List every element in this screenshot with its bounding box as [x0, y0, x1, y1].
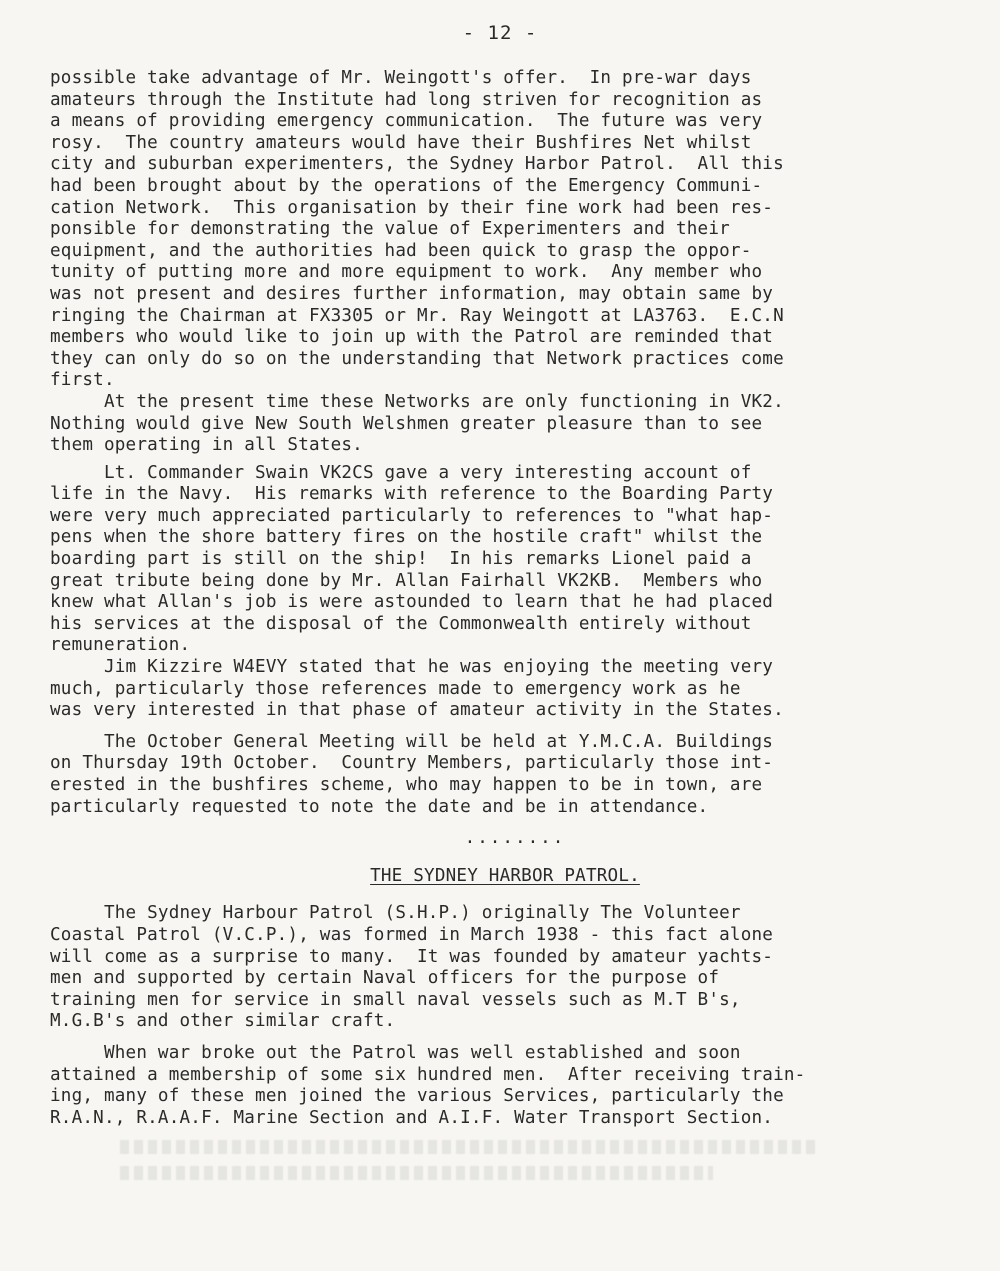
section-separator: ........	[464, 828, 566, 849]
text-line: Nothing would give New South Welshmen greater pleasure than to see	[50, 413, 763, 434]
text-line: R.A.N., R.A.A.F. Marine Section and A.I.F. Water Transport Section.	[50, 1107, 774, 1128]
text-line: particularly requested to note the date and be in attendance.	[50, 796, 709, 817]
text-line: knew what Allan's job is were astounded to learn that he had placed	[50, 592, 774, 613]
text-line: The October General Meeting will be held at Y.M.C.A. Buildings	[50, 731, 774, 752]
text-line: men and supported by certain Naval officers for the purpose of	[50, 968, 720, 989]
text-line: possible take advantage of Mr. Weingott's offer. In pre-war days	[50, 68, 752, 88]
text-line: pens when the shore battery fires on the hostile craft" whilst the	[50, 527, 763, 548]
text-line: rosy. The country amateurs would have their Bushfires Net whilst	[50, 132, 752, 153]
text-line: his services at the disposal of the Commonwealth entirely without	[50, 613, 752, 634]
text-line: At the present time these Networks are only functioning in VK2.	[50, 391, 784, 412]
text-line: much, particularly those references made to emergency work as he	[50, 678, 741, 699]
text-line: Jim Kizzire W4EVY stated that he was enjoying the meeting very	[50, 657, 774, 678]
text-line: ponsible for demonstrating the value of Experimenters and their	[50, 219, 730, 240]
text-line: first.	[50, 370, 115, 391]
paragraph-1	[50, 68, 950, 392]
text-line: were very much appreciated particularly to references to "what hap-	[50, 505, 774, 526]
text-line: Coastal Patrol (V.C.P.), was formed in March 1938 - this fact alone	[50, 924, 774, 945]
text-line: will come as a surprise to many. It was founded by amateur yachts-	[50, 946, 774, 967]
text-line: equipment, and the authorities had been quick to grasp the oppor-	[50, 240, 752, 261]
text-line: When war broke out the Patrol was well established and soon	[50, 1042, 741, 1063]
text-line: Lt. Commander Swain VK2CS gave a very interesting account of	[50, 462, 752, 483]
text-line: remuneration.	[50, 635, 191, 656]
text-line: The Sydney Harbour Patrol (S.H.P.) originally The Volunteer	[50, 903, 741, 924]
text-line: attained a membership of some six hundred men. After receiving train-	[50, 1064, 806, 1085]
bleed-through-text	[120, 1140, 880, 1200]
paragraph-2	[50, 392, 950, 457]
text-line: had been brought about by the operations of the Emergency Communi-	[50, 175, 763, 196]
text-line: boarding part is still on the ship! In his remarks Lionel paid a	[50, 549, 752, 570]
text-line: training men for service in small naval vessels such as M.T B's,	[50, 989, 741, 1010]
text-line: them operating in all States.	[50, 435, 363, 456]
text-line: was very interested in that phase of amateur activity in the States.	[50, 700, 784, 721]
text-line: ing, many of these men joined the various Services, particularly the	[50, 1086, 784, 1107]
body-text	[50, 68, 950, 1129]
section-heading-row	[50, 866, 950, 888]
paragraph-5	[50, 732, 950, 818]
text-line: life in the Navy. His remarks with reference to the Boarding Party	[50, 484, 774, 505]
paragraph-4	[50, 657, 950, 722]
text-line: erested in the bushfires scheme, who may happen to be in town, are	[50, 775, 763, 795]
section-paragraph-1	[50, 903, 950, 1033]
section-heading: THE SYDNEY HARBOR PATROL.	[370, 865, 640, 886]
text-line: ringing the Chairman at FX3305 or Mr. Ray Weingott at LA3763. E.C.N	[50, 305, 784, 326]
text-line: members who would like to join up with the Patrol are reminded that	[50, 327, 774, 348]
text-line: amateurs through the Institute had long striven for recognition as	[50, 89, 763, 110]
page-number: - 12 -	[462, 22, 538, 44]
section-paragraph-2	[50, 1043, 950, 1129]
text-line: great tribute being done by Mr. Allan Fairhall VK2KB. Members who	[50, 570, 763, 591]
text-line: tunity of putting more and more equipment to work. Any member who	[50, 262, 763, 283]
text-line: a means of providing emergency communication. The future was very	[50, 111, 763, 132]
text-line: city and suburban experimenters, the Sydney Harbor Patrol. All this	[50, 154, 784, 175]
text-line: was not present and desires further information, may obtain same by	[50, 283, 774, 304]
text-line: cation Network. This organisation by their fine work had been res-	[50, 197, 774, 218]
text-line: M.G.B's and other similar craft.	[50, 1011, 396, 1032]
paragraph-3	[50, 463, 950, 657]
text-line: on Thursday 19th October. Country Members, particularly those int-	[50, 753, 774, 774]
text-line: they can only do so on the understanding that Network practices come	[50, 348, 784, 369]
